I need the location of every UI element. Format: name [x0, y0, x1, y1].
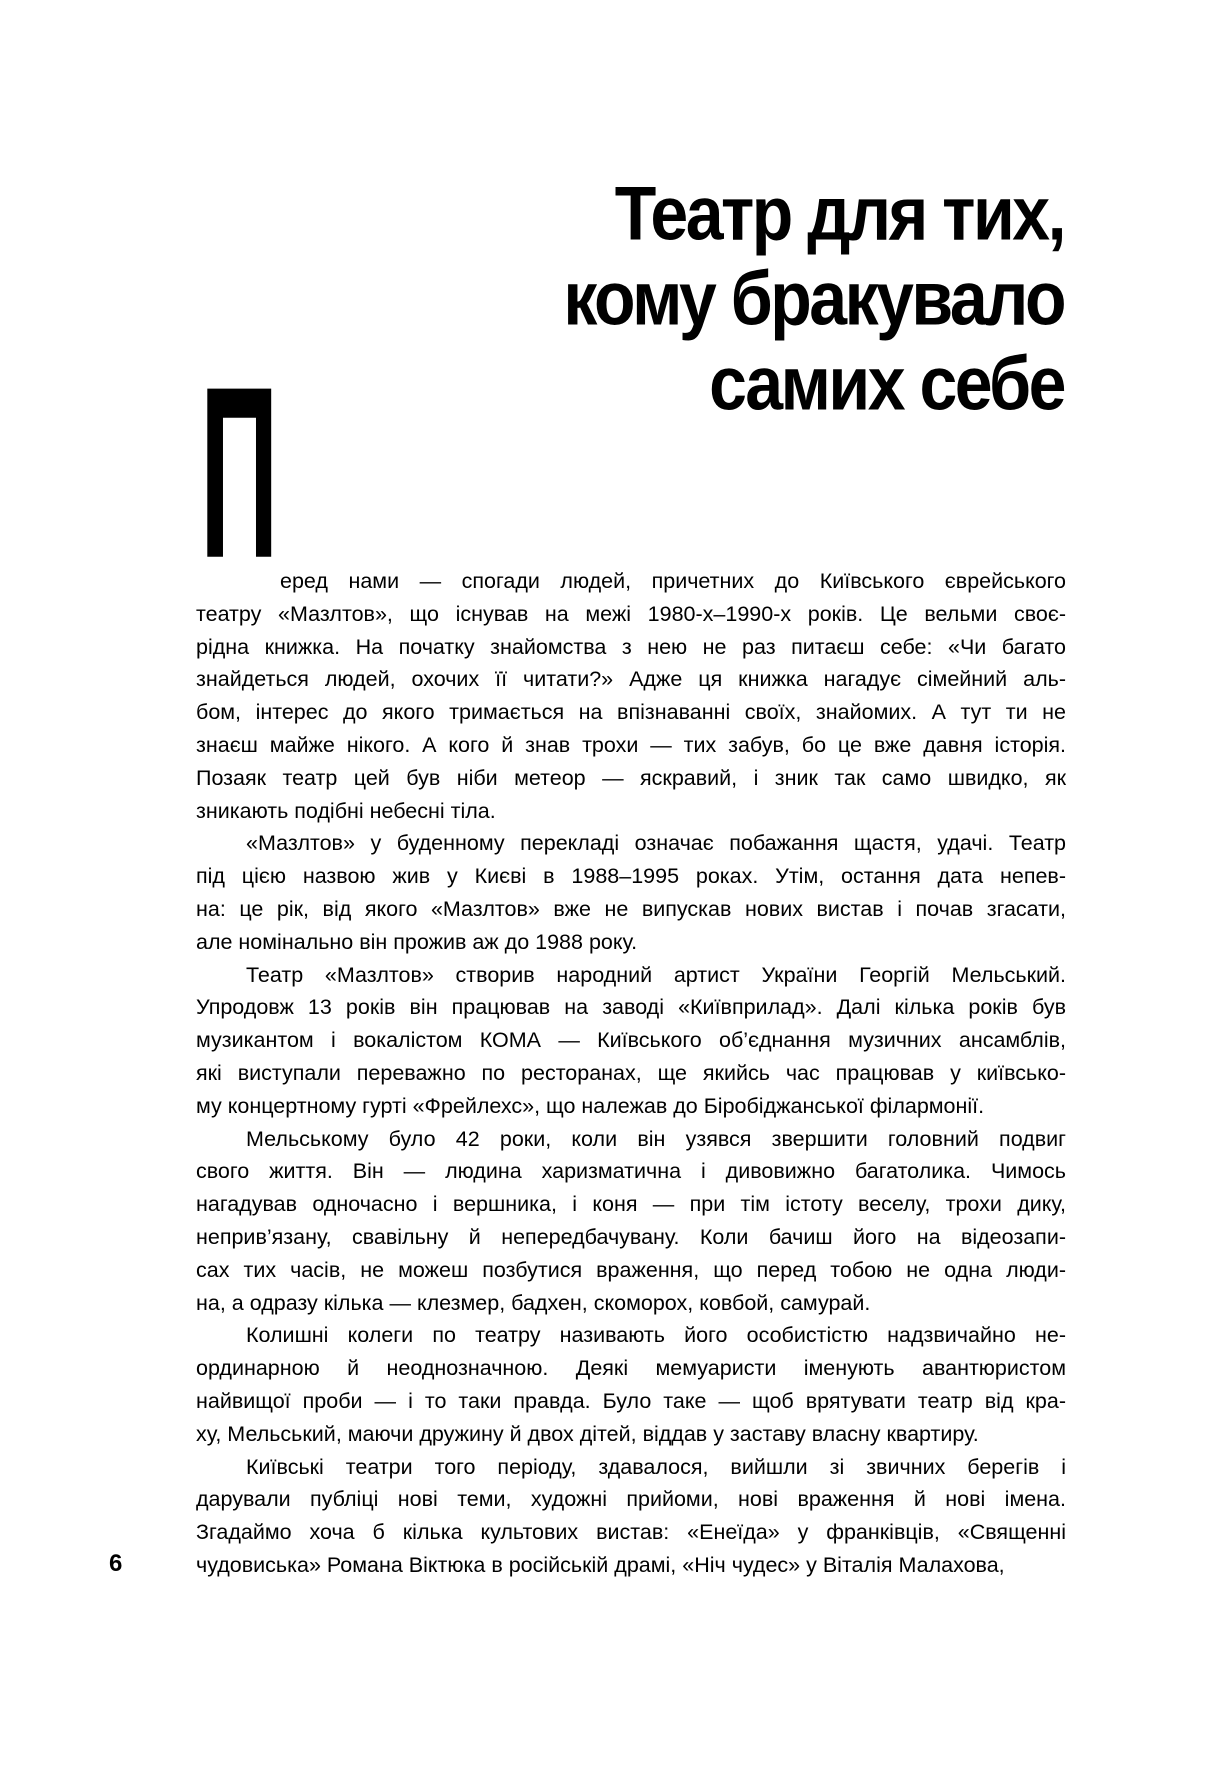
text-line: знаєш майже нікого. А кого й знав трохи — тих забув, бо це вже давня історія. — [196, 732, 1066, 757]
text-line: рідна книжка. На початку знайомства з нею не раз питаєш себе: «Чи багато — [196, 634, 1066, 659]
title-line: Театр для тих, — [614, 171, 1064, 257]
text-line: зникають подібні небесні тіла. — [196, 798, 496, 823]
text-line: які виступали переважно по ресторанах, ще якийсь час працював у київсько- — [196, 1060, 1066, 1085]
paragraph — [196, 1319, 1066, 1450]
text-line: свого життя. Він — людина харизматична і дивовижно багатолика. Чимось — [196, 1159, 1066, 1184]
title-line: самих себе — [709, 341, 1064, 427]
text-line: Київські театри того періоду, здавалося, вийшли зі звичних берегів і — [246, 1454, 1066, 1479]
text-line: еред нами — спогади людей, причетних до Київського єврейського — [280, 569, 1066, 593]
text-line: Колишні колеги по театру називають його особистістю надзвичайно не- — [246, 1323, 1066, 1348]
paragraph — [196, 959, 1066, 1123]
text-line: на: це рік, від якого «Мазлтов» вже не випускав нових вистав і почав згасати, — [196, 896, 1066, 921]
text-line: нагадував одночасно і вершника, і коня — при тім істоту веселу, трохи дику, — [196, 1192, 1066, 1217]
text-line: музикантом і вокалістом КОМА — Київського об’єднання музичних ансамблів, — [196, 1028, 1066, 1053]
text-line: ху, Мельський, маючи дружину й двох дітей, віддав у заставу власну квартиру. — [196, 1421, 979, 1446]
chapter-title — [563, 172, 1064, 427]
text-line: бом, інтерес до якого тримається на впізнаванні своїх, знайомих. А тут ти не — [196, 700, 1066, 725]
text-line: му концертному гурті «Фрейлехс», що належав до Біробіджанської філармонії. — [196, 1093, 985, 1118]
paragraph — [196, 827, 1066, 958]
drop-cap — [200, 338, 279, 611]
body-text — [196, 565, 1066, 1582]
text-line: театру «Мазлтов», що існував на межі 1980-х–1990-х років. Це вельми своє- — [196, 601, 1066, 626]
text-line: Мельському було 42 роки, коли він узявся звершити головний подвиг — [246, 1126, 1066, 1151]
text-line: але номінально він прожив аж до 1988 року. — [196, 929, 638, 954]
text-line: Згадаймо хоча б кілька культових вистав: «Енеїда» у франківців, «Священні — [196, 1520, 1066, 1545]
text-line: Упродовж 13 років він працював на заводі «Київприлад». Далі кілька років був — [196, 995, 1066, 1020]
text-line: на, а одразу кілька — клезмер, бадхен, скоморох, ковбой, самурай. — [196, 1290, 871, 1315]
drop-cap-letter: П — [200, 338, 279, 611]
paragraph — [196, 1451, 1066, 1582]
text-line: знайдеться людей, охочих її читати?» Адже ця книжка нагадує сімейний аль- — [196, 667, 1066, 692]
text-line: неприв’язану, свавільну й непередбачувану. Коли бачиш його на відеозапи- — [196, 1224, 1066, 1249]
text-line: ординарною й неоднозначною. Деякі мемуаристи іменують авантюристом — [196, 1356, 1066, 1381]
text-line: найвищої проби — і то таки правда. Було таке — щоб врятувати театр від кра- — [196, 1388, 1066, 1413]
page-number: 6 — [109, 1550, 123, 1577]
text-line: дарували публіці нові теми, художні прийоми, нові враження й нові імена. — [196, 1487, 1066, 1512]
paragraph — [196, 1123, 1066, 1320]
text-line: чудовиська» Романа Віктюка в російській драмі, «Ніч чудес» у Віталія Малахова, — [196, 1552, 1005, 1577]
text-line: Театр «Мазлтов» створив народний артист України Георгій Мельський. — [246, 962, 1066, 987]
text-line: під цією назвою жив у Києві в 1988–1995 роках. Утім, остання дата непев- — [196, 864, 1066, 889]
text-line: сах тих часів, не можеш позбутися враження, що перед тобою не одна люди- — [196, 1257, 1066, 1282]
text-line: «Мазлтов» у буденному перекладі означає побажання щастя, удачі. Театр — [246, 831, 1066, 856]
text-line: Позаяк театр цей був ніби метеор — яскравий, і зник так само швидко, як — [196, 765, 1066, 790]
title-line: кому бракувало — [563, 256, 1064, 342]
paragraph — [196, 565, 1066, 827]
